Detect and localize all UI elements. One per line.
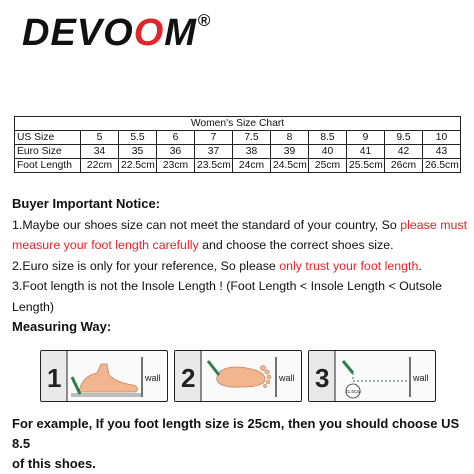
size-chart-table — [14, 116, 461, 173]
size-cell: 42 — [385, 145, 423, 159]
size-cell: 6 — [157, 131, 195, 145]
size-cell: 5.5 — [119, 131, 157, 145]
wall-label: wall — [413, 373, 429, 383]
notice-item-2 — [12, 256, 464, 277]
brand-logo — [22, 11, 212, 54]
notice-highlight: please must — [400, 217, 468, 232]
pencil-icon — [208, 361, 219, 375]
size-cell: 9.5 — [385, 131, 423, 145]
step-1-illustration — [41, 351, 167, 401]
notice-item-3-line-2: Length) — [12, 299, 55, 314]
size-cell: 10 — [423, 131, 461, 145]
size-row-foot-length — [15, 159, 461, 173]
notice-text: 1.Maybe our shoes size can not meet the standard of your country, So — [12, 217, 401, 232]
wall-label: wall — [279, 373, 295, 383]
notice-text: and choose the correct shoes size. — [198, 238, 394, 252]
wall-label: wall — [145, 373, 161, 383]
notice-highlight: only trust your foot length — [279, 258, 419, 273]
size-cell: 39 — [271, 145, 309, 159]
size-row-label: Foot Length — [15, 159, 81, 173]
buyer-notice — [12, 194, 468, 338]
step-number: 1 — [47, 363, 62, 393]
measuring-heading: Measuring Way: — [12, 319, 112, 334]
size-cell: 22.5cm — [119, 159, 157, 173]
notice-item-3-line-1: 3.Foot length is not the Insole Length ! (Foot Length < Insole Length < Outsole — [12, 279, 442, 293]
ruler-icon — [71, 393, 141, 397]
step-number: 2 — [181, 363, 196, 393]
logo-text-suffix: M — [164, 12, 197, 54]
step-number: 3 — [315, 363, 330, 393]
measuring-step-3 — [308, 350, 436, 402]
notice-highlight: measure your foot length carefully — [12, 238, 199, 252]
size-cell: 34 — [81, 145, 119, 159]
logo-accent-letter: O — [133, 12, 165, 54]
size-cell: 35 — [119, 145, 157, 159]
size-cell: 8.5 — [309, 131, 347, 145]
measuring-step-1 — [40, 350, 168, 402]
size-cell: 43 — [423, 145, 461, 159]
notice-text: . — [418, 258, 422, 273]
measuring-steps — [40, 350, 436, 402]
size-cell: 25cm — [309, 159, 347, 173]
notice-heading: Buyer Important Notice: — [12, 196, 161, 211]
ruler-label: 21.5CM — [345, 389, 361, 394]
logo-text-prefix: DEVO — [22, 12, 134, 54]
pencil-icon — [72, 377, 80, 394]
size-cell: 26cm — [385, 159, 423, 173]
size-cell: 40 — [309, 145, 347, 159]
example-line-2: of this shoes. — [12, 456, 96, 471]
example-note — [12, 414, 464, 474]
foot-side-icon — [79, 364, 137, 392]
size-row-label: US Size — [15, 131, 81, 145]
size-row-label: Euro Size — [15, 145, 81, 159]
notice-item-1-line-2 — [12, 235, 464, 256]
example-line-1: For example, If you foot length size is 25cm, then you should choose US 8.5 — [12, 416, 460, 451]
size-chart-title: Women's Size Chart — [15, 117, 461, 131]
size-cell: 41 — [347, 145, 385, 159]
size-cell: 7.5 — [233, 131, 271, 145]
size-cell: 25.5cm — [347, 159, 385, 173]
size-cell: 5 — [81, 131, 119, 145]
size-cell: 23.5cm — [195, 159, 233, 173]
size-cell: 24cm — [233, 159, 271, 173]
size-cell: 23cm — [157, 159, 195, 173]
size-chart-title-row — [15, 117, 461, 131]
registered-mark: ® — [197, 11, 212, 30]
pencil-icon — [343, 361, 353, 373]
size-cell: 9 — [347, 131, 385, 145]
size-row-us — [15, 131, 461, 145]
size-row-euro — [15, 145, 461, 159]
size-cell: 24.5cm — [271, 159, 309, 173]
size-cell: 37 — [195, 145, 233, 159]
measuring-step-2 — [174, 350, 302, 402]
size-cell: 8 — [271, 131, 309, 145]
step-2-illustration — [175, 351, 301, 401]
notice-item-1-line-1 — [12, 215, 468, 236]
foot-top-icon — [217, 367, 265, 387]
size-cell: 7 — [195, 131, 233, 145]
size-cell: 26.5cm — [423, 159, 461, 173]
step-3-illustration — [309, 351, 435, 401]
size-cell: 22cm — [81, 159, 119, 173]
size-cell: 38 — [233, 145, 271, 159]
notice-text: 2.Euro size is only for your reference, So please — [12, 258, 280, 273]
size-cell: 36 — [157, 145, 195, 159]
